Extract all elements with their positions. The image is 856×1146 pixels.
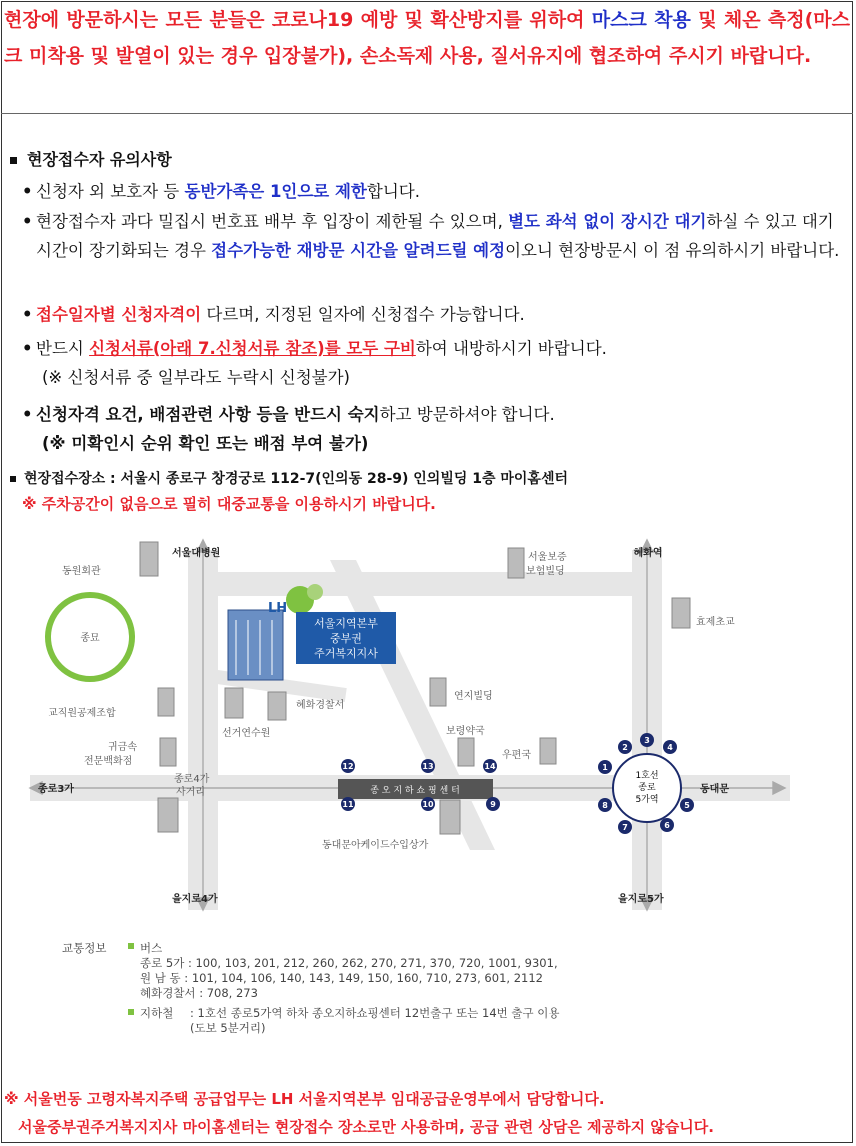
- svg-text:5가역: 5가역: [635, 795, 659, 805]
- svg-text:보험빌딩: 보험빌딩: [526, 566, 565, 577]
- transit-info: [62, 941, 560, 1035]
- svg-text:원 남 동 : 101, 104, 106, 140, 14: 원 남 동 : 101, 104, 106, 140, 143, 149, 150, 160, 710, 273, 601, 2112: [140, 971, 543, 985]
- svg-text:동대문아케이드수입상가: 동대문아케이드수입상가: [322, 840, 429, 851]
- svg-text:(도보 5분거리): (도보 5분거리): [190, 1021, 266, 1035]
- svg-text:전문백화점: 전문백화점: [84, 756, 133, 767]
- svg-text:을지로5가: 을지로5가: [618, 894, 664, 905]
- svg-text:지하철: 지하철: [140, 1006, 174, 1020]
- svg-text:종로 5가 : 100, 103, 201, 212, 26: 종로 5가 : 100, 103, 201, 212, 260, 262, 270, 271, 370, 720, 1001, 9301,: [140, 956, 558, 970]
- bullet-3: • 접수일자별 신청자격이 다르며, 지정된 일자에 신청접수 가능합니다.: [22, 305, 525, 324]
- footer-line-2: 서울중부권주거복지지사 마이홈센터는 현장접수 장소로만 사용하며, 공급 관련 상담은 제공하지 않습니다.: [18, 1118, 714, 1136]
- svg-text:서울지역본부: 서울지역본부: [314, 617, 378, 630]
- svg-text:10: 10: [422, 800, 434, 809]
- svg-text:6: 6: [664, 821, 670, 830]
- svg-text:1: 1: [602, 763, 608, 772]
- bullet-1: • 신청자 외 보호자 등 동반가족은 1인으로 제한합니다.: [22, 182, 420, 201]
- svg-text:: 1호선 종로5가역 하차 종오지하쇼핑센터 12번출구: : 1호선 종로5가역 하차 종오지하쇼핑센터 12번출구 또는 14번 출구 이용: [190, 1006, 560, 1020]
- svg-text:7: 7: [622, 823, 628, 832]
- svg-text:효제초교: 효제초교: [696, 617, 735, 628]
- svg-text:11: 11: [342, 800, 354, 809]
- svg-text:5: 5: [684, 801, 690, 810]
- svg-text:서울보증: 서울보증: [528, 552, 567, 563]
- svg-text:교통정보: 교통정보: [62, 941, 107, 955]
- svg-text:을지로4가: 을지로4가: [172, 894, 218, 905]
- reception-address: 현장접수장소 : 서울시 종로구 창경궁로 112-7(인의동 28-9) 인의빌딩 1층 마이홈센터: [10, 468, 568, 488]
- svg-text:혜화경찰서: 혜화경찰서: [296, 700, 345, 711]
- svg-text:우편국: 우편국: [502, 750, 531, 761]
- svg-text:12: 12: [342, 762, 354, 771]
- svg-text:귀금속: 귀금속: [108, 742, 137, 753]
- location-map: [0, 520, 856, 1040]
- svg-text:13: 13: [422, 762, 434, 771]
- svg-text:1호선: 1호선: [635, 771, 659, 781]
- square-bullet-icon: [10, 157, 17, 164]
- svg-text:동원회관: 동원회관: [62, 566, 101, 577]
- svg-text:14: 14: [484, 762, 496, 771]
- svg-text:2: 2: [622, 743, 628, 752]
- svg-text:혜화경찰서 : 708, 273: 혜화경찰서 : 708, 273: [140, 986, 258, 1000]
- svg-text:서울대병원: 서울대병원: [172, 548, 221, 559]
- label-arcade: 종 오 지 하 쇼 핑 센 터: [370, 786, 460, 796]
- svg-text:연지빌딩: 연지빌딩: [454, 691, 493, 702]
- svg-text:9: 9: [490, 800, 496, 809]
- label-lh: LH: [268, 601, 288, 616]
- svg-text:종로: 종로: [638, 783, 656, 793]
- svg-text:종로3가: 종로3가: [38, 784, 74, 795]
- bullet-4: • 반드시 신청서류(아래 7.신청서류 참조)를 모두 구비하여 내방하시기 바랍니다. (※ 신청서류 중 일부라도 누락시 신청불가): [22, 339, 607, 387]
- svg-text:8: 8: [602, 801, 608, 810]
- svg-text:교직원공제조합: 교직원공제조합: [48, 708, 116, 719]
- divider: [1, 113, 853, 114]
- svg-text:주거복지지사: 주거복지지사: [314, 647, 378, 660]
- svg-text:4: 4: [667, 743, 673, 752]
- bullet-2: • 현장접수자 과다 밀집시 번호표 배부 후 입장이 제한될 수 있으며, 별도 좌석 없이 장시간 대기하실 수 있고 대기시간이 장기화되는 경우 접수가능한 재방문 시간을 알려드릴 예정이오니 현장방문시 이 점 유의하시기 바랍니다.: [22, 212, 840, 260]
- label-jongmyo: 종묘: [80, 633, 100, 644]
- svg-text:버스: 버스: [140, 941, 163, 955]
- svg-text:혜화역: 혜화역: [633, 548, 663, 559]
- section-title: 현장접수자 유의사항: [10, 147, 172, 170]
- svg-text:3: 3: [644, 736, 650, 745]
- svg-text:보령약국: 보령약국: [446, 726, 485, 737]
- footer-line-1: ※ 서울번동 고령자복지주택 공급업무는 LH 서울지역본부 임대공급운영부에서 담당합니다.: [4, 1090, 605, 1108]
- svg-text:중부권: 중부권: [330, 632, 362, 645]
- covid-notice: 현장에 방문하시는 모든 분들은 코로나19 예방 및 확산방지를 위하여 마스크 착용 및 체온 측정(마스크 미착용 및 발열이 있는 경우 입장불가), 손소독제 사용, 질서유지에 협조하여 주시기 바랍니다.: [4, 9, 850, 67]
- svg-text:동대문: 동대문: [700, 784, 729, 795]
- svg-text:종로4가: 종로4가: [174, 774, 210, 785]
- svg-text:선거연수원: 선거연수원: [222, 728, 271, 739]
- parking-notice: ※ 주차공간이 없음으로 필히 대중교통을 이용하시기 바랍니다.: [22, 495, 436, 513]
- bullet-5: • 신청자격 요건, 배점관련 사항 등을 반드시 숙지하고 방문하셔야 합니다. (※ 미확인시 순위 확인 또는 배점 부여 불가): [22, 405, 555, 453]
- svg-text:사거리: 사거리: [176, 787, 205, 798]
